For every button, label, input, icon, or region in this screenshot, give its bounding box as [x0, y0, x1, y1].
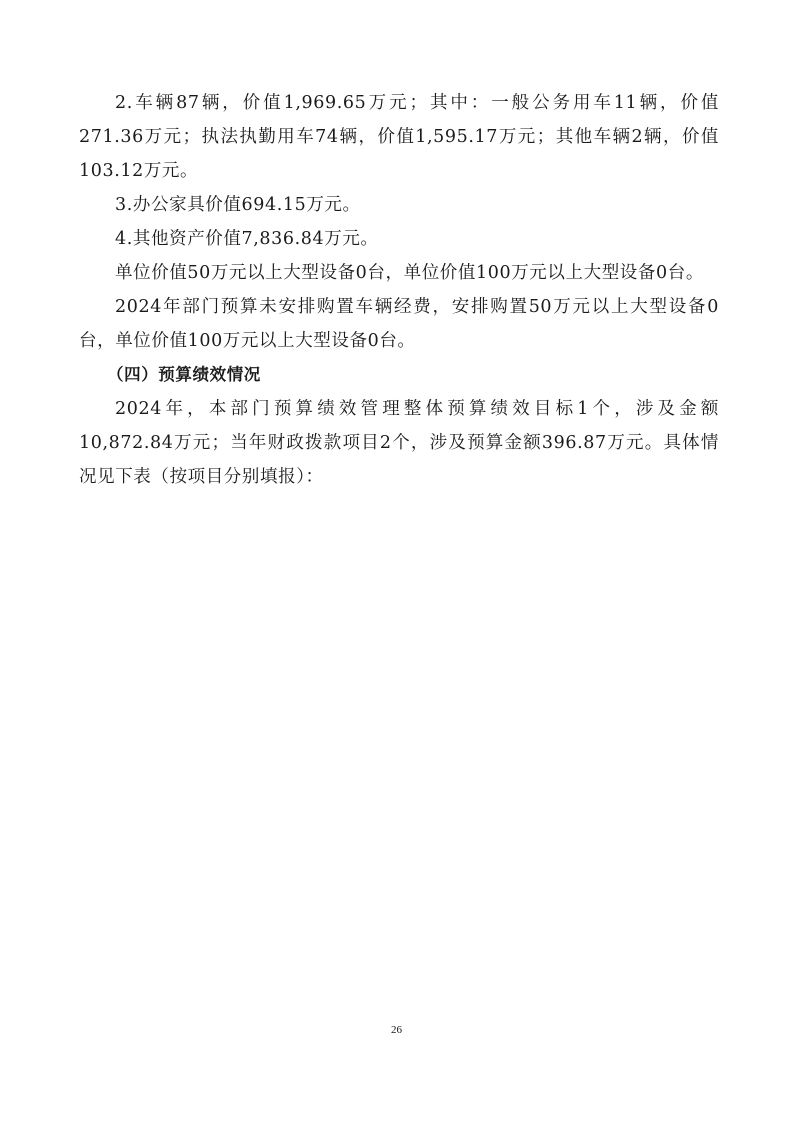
paragraph-large-equipment: 单位价值50万元以上大型设备0台，单位价值100万元以上大型设备0台。	[115, 263, 704, 283]
paragraph-performance: 2024年，本部门预算绩效管理整体预算绩效目标1个，涉及金额10,872.84万元；当年财政拨款项目2个，涉及预算金额396.87万元。具体情况见下表（按项目分别填报）：	[79, 399, 719, 487]
paragraph-other-assets: 4.其他资产价值7,836.84万元。	[115, 229, 379, 249]
paragraph-vehicles: 2.车辆87辆，价值1,969.65万元；其中：一般公务用车11辆，价值271.36万元；执法执勤用车74辆，价值1,595.17万元；其他车辆2辆，价值103.12万元。	[79, 93, 719, 181]
paragraph-furniture: 3.办公家具价值694.15万元。	[115, 195, 361, 215]
paragraph-2024-purchase: 2024年部门预算未安排购置车辆经费，安排购置50万元以上大型设备0台，单位价值100万元以上大型设备0台。	[79, 297, 719, 351]
section-heading-performance: （四）预算绩效情况	[107, 365, 261, 384]
page-number: 26	[391, 1024, 402, 1036]
document-body	[79, 86, 719, 494]
